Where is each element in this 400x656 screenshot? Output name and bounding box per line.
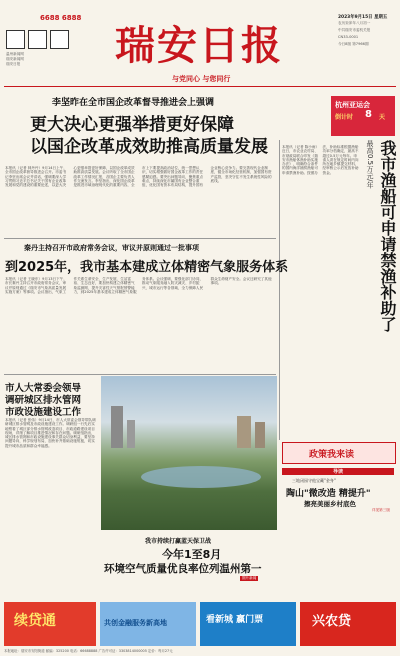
link-wzxw[interactable]: 温州新闻网 <box>6 52 24 56</box>
top-story-title-1[interactable]: 更大决心更强举措更好保障 <box>30 115 234 135</box>
asian-games-title: 杭州亚运会 <box>335 101 370 109</box>
left-story-title-1[interactable]: 市人大常委会领导 <box>5 383 82 394</box>
ad-title-4: 兴农贷 <box>312 614 352 629</box>
policy-box[interactable] <box>282 442 396 464</box>
guide-page-ref[interactable]: 详见第三版 <box>372 508 390 512</box>
countdown-unit: 天 <box>379 114 386 121</box>
guide-teaser-small: 三地闭园守他宝藏"金身" <box>292 478 336 483</box>
section-divider-1 <box>4 238 276 239</box>
countdown-label: 倒计时 <box>335 114 354 121</box>
ad-banner-1[interactable] <box>4 602 96 646</box>
left-story-title-3[interactable]: 市政设施建设工作 <box>5 407 82 418</box>
qr-code-3[interactable] <box>50 30 69 49</box>
masthead-divider <box>4 86 396 87</box>
guide-label: 导读 <box>282 468 394 475</box>
ad-banner-2[interactable] <box>100 602 196 646</box>
link-rarb[interactable]: 瑞安日报 <box>6 62 21 66</box>
guide-teaser-sub[interactable]: 擦亮美丽乡村底色 <box>304 500 356 508</box>
right-story-body: 本报讯（记者 陈小雨）近日，市农业农村局、市财政局联合印发《瑞安市渔船休渔补助实施办法》，明确符合条件的国内海洋捕捞渔船可申请禁渔补助。按照办法，补助标准根据渔船功率分档确定，最高不超过0.5万元每年。申请人须在规定时间内向所在地乡镇提交材料，经审核公示后发放补助资金。 <box>282 145 359 175</box>
masthead-issue: 中共瑞安市委机关报 <box>338 28 371 32</box>
link-raxw[interactable]: 瑞安新闻网 <box>6 57 24 61</box>
photo-story-title-2[interactable]: 环境空气质量优良率位列温州第一 <box>104 563 262 575</box>
second-story-title[interactable]: 到2025年，我市基本建成立体精密气象服务体系 <box>5 260 289 275</box>
footer: 本报地址：瑞安市安阳街道 邮编：325200 电话：66688888 广告许可证：3303814000005 定价：每月27元 <box>4 649 173 653</box>
top-story-body: 本报讯（记者 林丹丹）9月14日上午，全市国企改革督导推进会召开。市委书记李坚出席会议并讲话，强调要深入学习贯彻习近平总书记关于国有企业改革发展和党的建设的重要论述，以更大决心更强举措更好保障，以国企改革成效助推高质量发展。会议听取了全市国企改革工作情况汇报，各国企主要负责人作交流发言。李坚指出，深化国企改革是推进市域治理现代化的重要内容，全市上下要提高政治站位，统一思想认识，切实增强做好国企改革工作的责任感紧迫感。要突出问题导向，聚焦重点难点，持续深化市属国有企业整合重组，优化国有资本布局结构，提升国有企业核心竞争力。要完善现代企业制度，健全市场化经营机制，加强国有资产监管，坚决守住不发生系统性风险的底线。 <box>5 166 272 188</box>
top-story-title-2[interactable]: 以国企改革成效助推高质量发展 <box>30 137 268 157</box>
phone-number: 6688 6888 <box>40 14 82 22</box>
masthead <box>0 0 400 83</box>
right-story-title[interactable]: 我市渔船可申请禁渔补助了 <box>378 140 397 332</box>
countdown-days: 8 <box>365 109 372 120</box>
masthead-lunar: 农历癸卯年八月初一 <box>338 21 371 25</box>
photo-building <box>255 422 265 448</box>
photo-building <box>127 420 135 448</box>
photo-story-kicker: 我市持续打赢蓝天保卫战 <box>145 538 212 545</box>
guide-teaser-title[interactable]: 陶山"微改造 精提升" <box>286 489 371 499</box>
ad-title-2: 共创金融服务新高地 <box>104 619 167 627</box>
qr-code-1[interactable] <box>6 30 25 49</box>
photo-river <box>141 466 261 488</box>
newspaper-title: 瑞安日报 <box>115 22 283 69</box>
masthead-slogan: 与党同心 与您同行 <box>172 75 231 83</box>
photo-building <box>237 416 251 448</box>
left-story-title-2[interactable]: 调研城区排水管网 <box>5 395 82 406</box>
ad-banner-3[interactable] <box>200 602 296 646</box>
masthead-date: 2023年9月15日 星期五 <box>338 15 388 20</box>
right-story-subtitle: 最高0.5万元/年 <box>366 140 374 189</box>
right-column-divider <box>279 140 280 440</box>
section-divider-2 <box>4 374 276 375</box>
top-story-kicker: 李坚昨在全市国企改革督导推进会上强调 <box>52 98 215 108</box>
photo-story-title-1[interactable]: 今年1至8月 <box>162 548 222 561</box>
second-story-kicker: 秦丹主持召开市政府常务会议，审议并原则通过一批事项 <box>24 244 199 252</box>
ad-title-3: 看新城 赢门票 <box>206 615 264 625</box>
news-photo[interactable] <box>101 376 277 530</box>
photo-credit: 图片新闻 <box>242 576 257 580</box>
masthead-code: CN33-0001 <box>338 35 359 39</box>
ad-banner-4[interactable] <box>300 602 396 646</box>
policy-title: 政策我来读 <box>309 450 355 460</box>
qr-code-2[interactable] <box>28 30 47 49</box>
masthead-edition: 今日8版 第7966期 <box>338 42 369 46</box>
ad-title-1: 续贷通 <box>14 613 56 629</box>
asian-games-box[interactable] <box>331 96 395 136</box>
photo-building <box>111 406 123 448</box>
masthead-links <box>6 52 76 67</box>
left-story-body: 本报讯（记者 张伟）9月14日，市人大常委会领导带队调研城区排水管网及市政设施建设工作。调研组一行先后实地察看了城区部分排水管网改造项目、市政道路建设项目现场，详细了解项目推进情况和存在问题。调研组指出，城区排水管网和市政设施建设事关群众切身利益，要坚持问题导向，科学规划布局，加快补齐基础设施短板，切实提升城市品质和群众幸福感。 <box>5 418 96 448</box>
second-story-body: 本报讯（记者 王晓东）9月13日下午，市长秦丹主持召开市政府常务会议，审议并原则通过《瑞安市气象高质量发展实施方案》等事项。会议指出，气象工作关系生命安全、生产发展、生活富裕、生态良好，要加快构建立体精密气象监测网，提升灾害性天气预报预警能力，到2025年基本建成立体精密气象服务体系。会议强调，要强化部门协同，推动气象服务融入防灾减灾、乡村振兴、城市运行等各领域，全力保障人民群众生命财产安全。会议还研究了其他事项。 <box>5 277 272 294</box>
